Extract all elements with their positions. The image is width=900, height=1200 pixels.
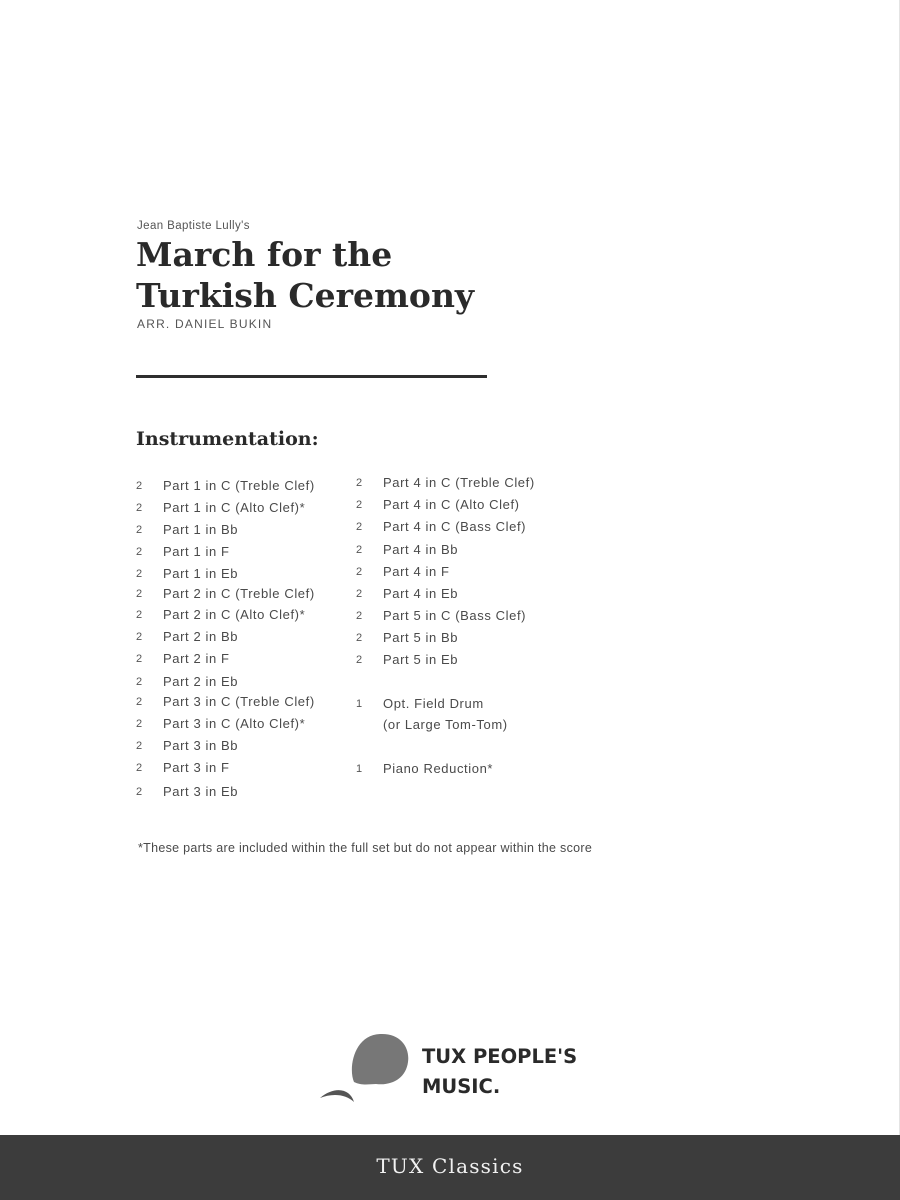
footer-bar: TUX Classics	[0, 1135, 900, 1200]
part-name-continued: (or Large Tom-Tom)	[383, 717, 508, 732]
page-title	[136, 234, 474, 316]
part-name: Part 2 in C (Alto Clef)*	[163, 607, 306, 622]
part-quantity: 2	[136, 568, 143, 580]
part-quantity: 2	[136, 609, 143, 621]
part-name: Part 3 in F	[163, 760, 230, 775]
speech-bubble-logo-icon	[318, 1030, 418, 1110]
part-quantity: 2	[356, 544, 363, 556]
footnote: *These parts are included within the full set but do not appear within the score	[138, 841, 593, 855]
part-quantity: 2	[356, 632, 363, 644]
part-quantity: 2	[356, 477, 363, 489]
part-name: Part 5 in Bb	[383, 630, 459, 645]
title-divider	[136, 375, 487, 378]
part-name: Part 4 in C (Bass Clef)	[383, 519, 527, 534]
part-name: Part 4 in F	[383, 564, 450, 579]
part-quantity: 2	[136, 676, 143, 688]
part-quantity: 1	[356, 698, 363, 710]
part-quantity: 2	[136, 546, 143, 558]
part-name: Part 4 in C (Treble Clef)	[383, 475, 535, 490]
publisher-logo-text	[422, 1042, 577, 1102]
part-quantity: 2	[136, 502, 143, 514]
part-quantity: 2	[136, 631, 143, 643]
part-name: Part 2 in Bb	[163, 629, 239, 644]
part-name: Part 3 in Bb	[163, 738, 239, 753]
part-quantity: 2	[136, 786, 143, 798]
logo-line-1: TUX PEOPLE'S	[422, 1045, 578, 1068]
part-quantity: 2	[136, 740, 143, 752]
part-name: Piano Reduction*	[383, 761, 494, 776]
part-quantity: 2	[136, 653, 143, 665]
part-quantity: 2	[136, 762, 143, 774]
part-name: Part 4 in Eb	[383, 586, 459, 601]
part-quantity: 1	[356, 763, 363, 775]
part-quantity: 2	[356, 566, 363, 578]
arranger-credit: ARR. DANIEL BUKIN	[137, 317, 273, 331]
part-quantity: 2	[356, 499, 363, 511]
part-name: Opt. Field Drum	[383, 696, 484, 711]
part-quantity: 2	[136, 718, 143, 730]
part-quantity: 2	[356, 588, 363, 600]
part-quantity: 2	[136, 480, 143, 492]
part-name: Part 3 in Eb	[163, 784, 239, 799]
part-name: Part 2 in C (Treble Clef)	[163, 586, 315, 601]
part-name: Part 1 in C (Treble Clef)	[163, 478, 315, 493]
part-name: Part 3 in C (Treble Clef)	[163, 694, 315, 709]
part-quantity: 2	[356, 654, 363, 666]
part-name: Part 2 in F	[163, 651, 230, 666]
part-name: Part 5 in Eb	[383, 652, 459, 667]
part-quantity: 2	[136, 524, 143, 536]
composer-credit: Jean Baptiste Lully's	[137, 220, 250, 232]
part-name: Part 1 in F	[163, 544, 230, 559]
part-name: Part 1 in Bb	[163, 522, 239, 537]
title-line-2: Turkish Ceremony	[136, 276, 475, 315]
part-name: Part 1 in C (Alto Clef)*	[163, 500, 306, 515]
part-quantity: 2	[356, 521, 363, 533]
part-name: Part 4 in Bb	[383, 542, 459, 557]
instrumentation-heading: Instrumentation:	[136, 428, 319, 450]
part-name: Part 5 in C (Bass Clef)	[383, 608, 527, 623]
part-name: Part 2 in Eb	[163, 674, 239, 689]
part-name: Part 1 in Eb	[163, 566, 239, 581]
part-name: Part 3 in C (Alto Clef)*	[163, 716, 306, 731]
title-line-1: March for the	[136, 235, 393, 274]
logo-line-2: MUSIC.	[422, 1075, 501, 1098]
part-quantity: 2	[136, 696, 143, 708]
part-quantity: 2	[136, 588, 143, 600]
part-name: Part 4 in C (Alto Clef)	[383, 497, 520, 512]
part-quantity: 2	[356, 610, 363, 622]
